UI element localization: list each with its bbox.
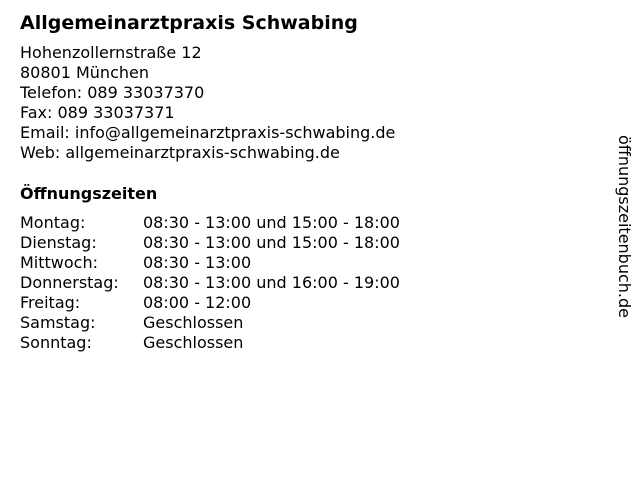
email-address: Email: info@allgemeinarztpraxis-schwabing.de <box>20 123 396 142</box>
day-label: Dienstag: <box>20 233 97 252</box>
time-value: Geschlossen <box>143 333 244 352</box>
day-label: Sonntag: <box>20 333 92 352</box>
fax-number: Fax: 089 33037371 <box>20 103 175 122</box>
contact-block <box>20 43 395 163</box>
practice-name: Allgemeinarztpraxis Schwabing <box>20 12 358 34</box>
website-address: Web: allgemeinarztpraxis-schwabing.de <box>20 143 340 162</box>
time-value: 08:30 - 13:00 <box>143 253 252 272</box>
time-value: 08:30 - 13:00 und 16:00 - 19:00 <box>143 273 400 292</box>
day-label: Freitag: <box>20 293 81 312</box>
time-value: 08:00 - 12:00 <box>143 293 252 312</box>
street-address: Hohenzollernstraße 12 <box>20 43 202 62</box>
opening-hours-heading: Öffnungszeiten <box>20 184 158 203</box>
city-address: 80801 München <box>20 63 149 82</box>
time-value: 08:30 - 13:00 und 15:00 - 18:00 <box>143 213 400 232</box>
day-label: Montag: <box>20 213 86 232</box>
time-value: Geschlossen <box>143 313 244 332</box>
phone-number: Telefon: 089 33037370 <box>20 83 205 102</box>
site-watermark: öffnungszeitenbuch.de <box>615 135 634 318</box>
day-label: Samstag: <box>20 313 96 332</box>
day-label: Mittwoch: <box>20 253 98 272</box>
time-value: 08:30 - 13:00 und 15:00 - 18:00 <box>143 233 400 252</box>
day-label: Donnerstag: <box>20 273 119 292</box>
